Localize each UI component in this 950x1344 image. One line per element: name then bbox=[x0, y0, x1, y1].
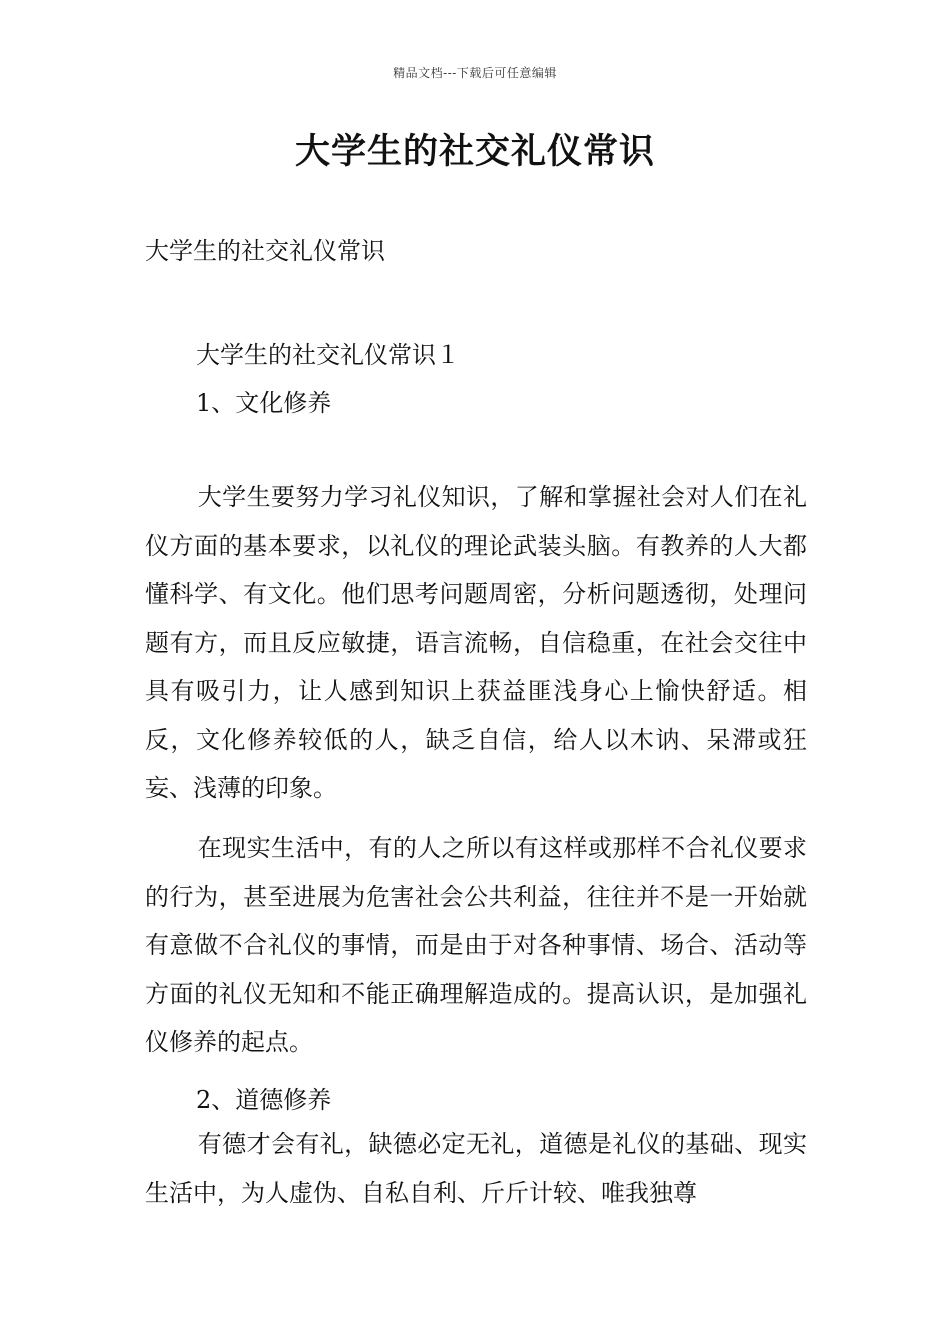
document-title: 大学生的社交礼仪常识 bbox=[294, 132, 655, 172]
header-note: 精品文档---下载后可任意编辑 bbox=[393, 66, 557, 80]
item-heading-morality: 2、道德修养 bbox=[196, 1086, 332, 1114]
paragraph: 有德才会有礼，缺德必定无礼，道德是礼仪的基础、现实生活中，为人虚伪、自私自利、斤斤计较、唯我独尊 bbox=[145, 1130, 807, 1207]
document-subtitle: 大学生的社交礼仪常识 bbox=[145, 237, 385, 265]
section-heading: 大学生的社交礼仪常识１ bbox=[196, 341, 460, 369]
paragraph: 大学生要努力学习礼仪知识，了解和掌握社会对人们在礼仪方面的基本要求，以礼仪的理论武装头脑。有教养的人大都懂科学、有文化。他们思考问题周密，分析问题透彻，处理问题有方，而且反应敏捷，语言流畅，自信稳重，在社会交往中具有吸引力，让人感到知识上获益匪浅身心上愉快舒适。相反，文化修养较低的人，缺乏自信，给人以木讷、呆滞或狂妄、浅薄的印象。 bbox=[145, 483, 807, 802]
item-heading-culture: 1、文化修养 bbox=[196, 389, 332, 417]
paragraph: 在现实生活中，有的人之所以有这样或那样不合礼仪要求的行为，甚至进展为危害社会公共利益，往往并不是一开始就有意做不合礼仪的事情，而是由于对各种事情、场合、活动等方面的礼仪无知和不能正确理解造成的。提高认识，是加强礼仪修养的起点。 bbox=[145, 834, 807, 1056]
